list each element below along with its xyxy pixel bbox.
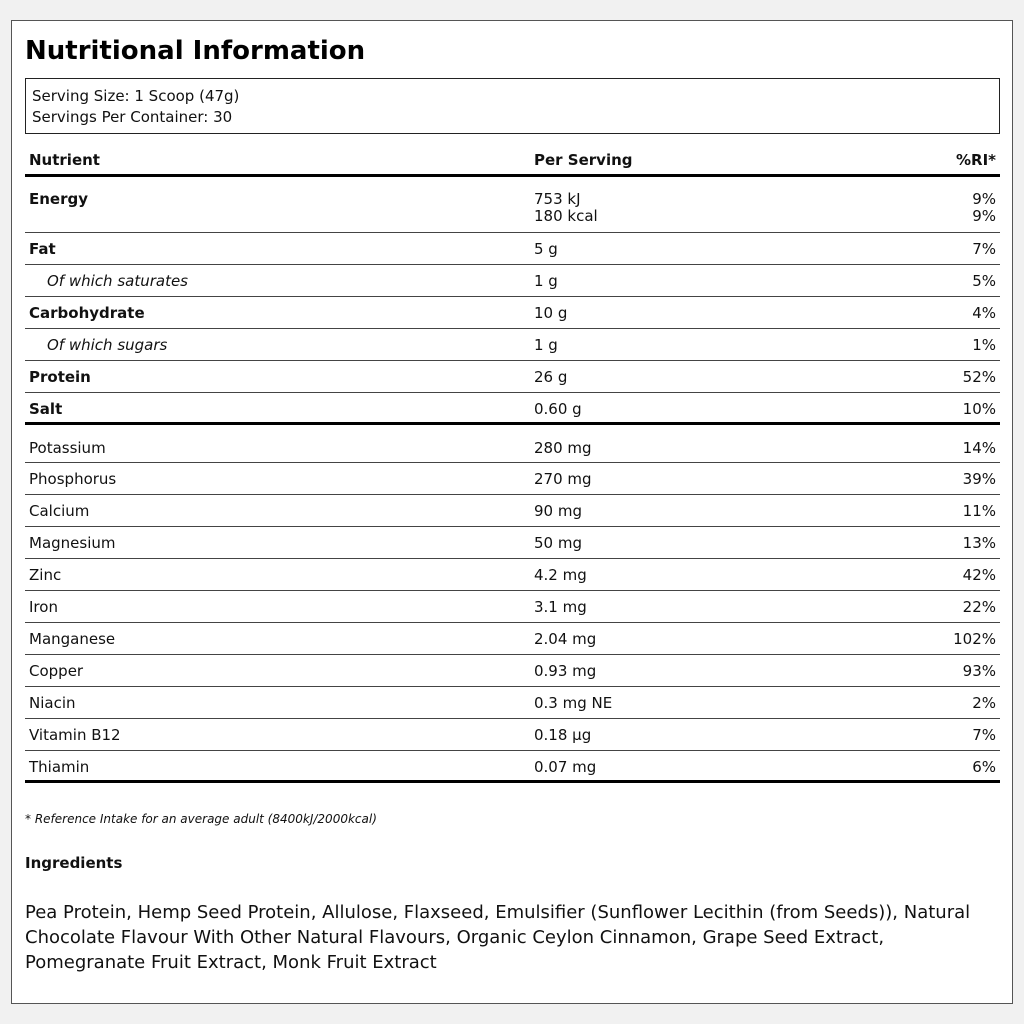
nutrient-amount: 26 g bbox=[534, 368, 568, 386]
servings-per-container: Servings Per Container: 30 bbox=[32, 108, 233, 126]
nutrient-amount: 1 g bbox=[534, 336, 558, 354]
nutrient-ri: 10% bbox=[962, 400, 996, 418]
nutrient-name: Carbohydrate bbox=[29, 304, 145, 322]
nutrient-ri: 4% bbox=[972, 304, 996, 322]
nutrient-name: Of which sugars bbox=[47, 336, 168, 354]
table-row bbox=[25, 751, 1000, 783]
header-per-serving: Per Serving bbox=[534, 151, 633, 169]
table-header-row bbox=[25, 143, 1000, 177]
table-row bbox=[25, 655, 1000, 687]
table-row bbox=[25, 209, 1000, 233]
nutrient-amount: 180 kcal bbox=[534, 207, 598, 225]
nutrient-amount: 1 g bbox=[534, 272, 558, 290]
table-row bbox=[25, 329, 1000, 361]
nutrient-ri: 93% bbox=[962, 662, 996, 680]
nutrient-amount: 753 kJ bbox=[534, 190, 581, 208]
header-nutrient: Nutrient bbox=[29, 151, 100, 169]
nutrient-name: Salt bbox=[29, 400, 63, 418]
nutrient-ri: 7% bbox=[972, 726, 996, 744]
table-row bbox=[25, 297, 1000, 329]
nutrient-ri: 42% bbox=[962, 566, 996, 584]
nutrient-amount: 0.93 mg bbox=[534, 662, 597, 680]
nutrient-name: Potassium bbox=[29, 439, 106, 457]
nutrient-amount: 270 mg bbox=[534, 470, 592, 488]
nutrient-name: Magnesium bbox=[29, 534, 116, 552]
nutrient-ri: 2% bbox=[972, 694, 996, 712]
nutrient-ri: 7% bbox=[972, 240, 996, 258]
nutrient-name: Zinc bbox=[29, 566, 62, 584]
table-row bbox=[25, 233, 1000, 265]
page-title: Nutritional Information bbox=[25, 36, 366, 66]
nutrient-amount: 10 g bbox=[534, 304, 568, 322]
serving-info-box bbox=[25, 78, 1000, 134]
nutrient-name: Vitamin B12 bbox=[29, 726, 121, 744]
nutrient-name: Of which saturates bbox=[47, 272, 188, 290]
nutrient-ri: 22% bbox=[962, 598, 996, 616]
nutrient-amount: 50 mg bbox=[534, 534, 582, 552]
nutrient-ri: 5% bbox=[972, 272, 996, 290]
nutrient-name: Thiamin bbox=[29, 758, 90, 776]
nutrient-name: Calcium bbox=[29, 502, 90, 520]
nutrient-ri: 6% bbox=[972, 758, 996, 776]
nutrient-name: Energy bbox=[29, 190, 89, 208]
nutrient-ri: 52% bbox=[962, 368, 996, 386]
nutrient-amount: 90 mg bbox=[534, 502, 582, 520]
nutrient-ri: 9% bbox=[972, 190, 996, 208]
nutrient-name: Niacin bbox=[29, 694, 76, 712]
ingredients-heading: Ingredients bbox=[25, 854, 123, 872]
table-row bbox=[25, 265, 1000, 297]
nutrient-amount: 5 g bbox=[534, 240, 558, 258]
nutrient-amount: 0.18 µg bbox=[534, 726, 592, 744]
nutrition-panel bbox=[11, 20, 1013, 1004]
table-row bbox=[25, 393, 1000, 425]
nutrient-name: Iron bbox=[29, 598, 58, 616]
nutrient-name: Protein bbox=[29, 368, 91, 386]
table-row bbox=[25, 559, 1000, 591]
nutrient-amount: 3.1 mg bbox=[534, 598, 587, 616]
nutrient-amount: 0.3 mg NE bbox=[534, 694, 613, 712]
header-ri: %RI* bbox=[955, 151, 996, 169]
table-row bbox=[25, 361, 1000, 393]
ri-footnote: * Reference Intake for an average adult (8400kJ/2000kcal) bbox=[25, 812, 377, 826]
nutrient-name: Phosphorus bbox=[29, 470, 117, 488]
table-row bbox=[25, 591, 1000, 623]
nutrient-name: Copper bbox=[29, 662, 84, 680]
nutrient-amount: 0.60 g bbox=[534, 400, 582, 418]
nutrient-ri: 39% bbox=[962, 470, 996, 488]
nutrient-ri: 14% bbox=[962, 439, 996, 457]
table-row bbox=[25, 527, 1000, 559]
serving-size: Serving Size: 1 Scoop (47g) bbox=[32, 87, 240, 105]
table-row bbox=[25, 177, 1000, 209]
nutrient-ri: 13% bbox=[962, 534, 996, 552]
table-row bbox=[25, 463, 1000, 495]
nutrient-name: Fat bbox=[29, 240, 56, 258]
nutrient-amount: 0.07 mg bbox=[534, 758, 597, 776]
ingredients-text: Pea Protein, Hemp Seed Protein, Allulose, Flaxseed, Emulsifier (Sunflower Lecithin (from Seeds)), Natural Chocolate Flavour With Other Natural Flavours, Organic Ceylon Cinnamon, Grape Seed Extract, Pomegranate Fruit Extract, Monk Fruit Extract bbox=[25, 902, 971, 973]
nutrient-ri: 11% bbox=[962, 502, 996, 520]
table-row bbox=[25, 495, 1000, 527]
nutrient-ri: 102% bbox=[953, 630, 996, 648]
nutrient-name: Manganese bbox=[29, 630, 116, 648]
table-row bbox=[25, 719, 1000, 751]
nutrition-table bbox=[25, 143, 1000, 783]
table-row bbox=[25, 687, 1000, 719]
table-row bbox=[25, 623, 1000, 655]
nutrient-amount: 4.2 mg bbox=[534, 566, 587, 584]
table-row bbox=[25, 425, 1000, 463]
nutrient-ri: 1% bbox=[972, 336, 996, 354]
nutrient-amount: 280 mg bbox=[534, 439, 592, 457]
nutrient-ri: 9% bbox=[972, 207, 996, 225]
nutrient-amount: 2.04 mg bbox=[534, 630, 597, 648]
